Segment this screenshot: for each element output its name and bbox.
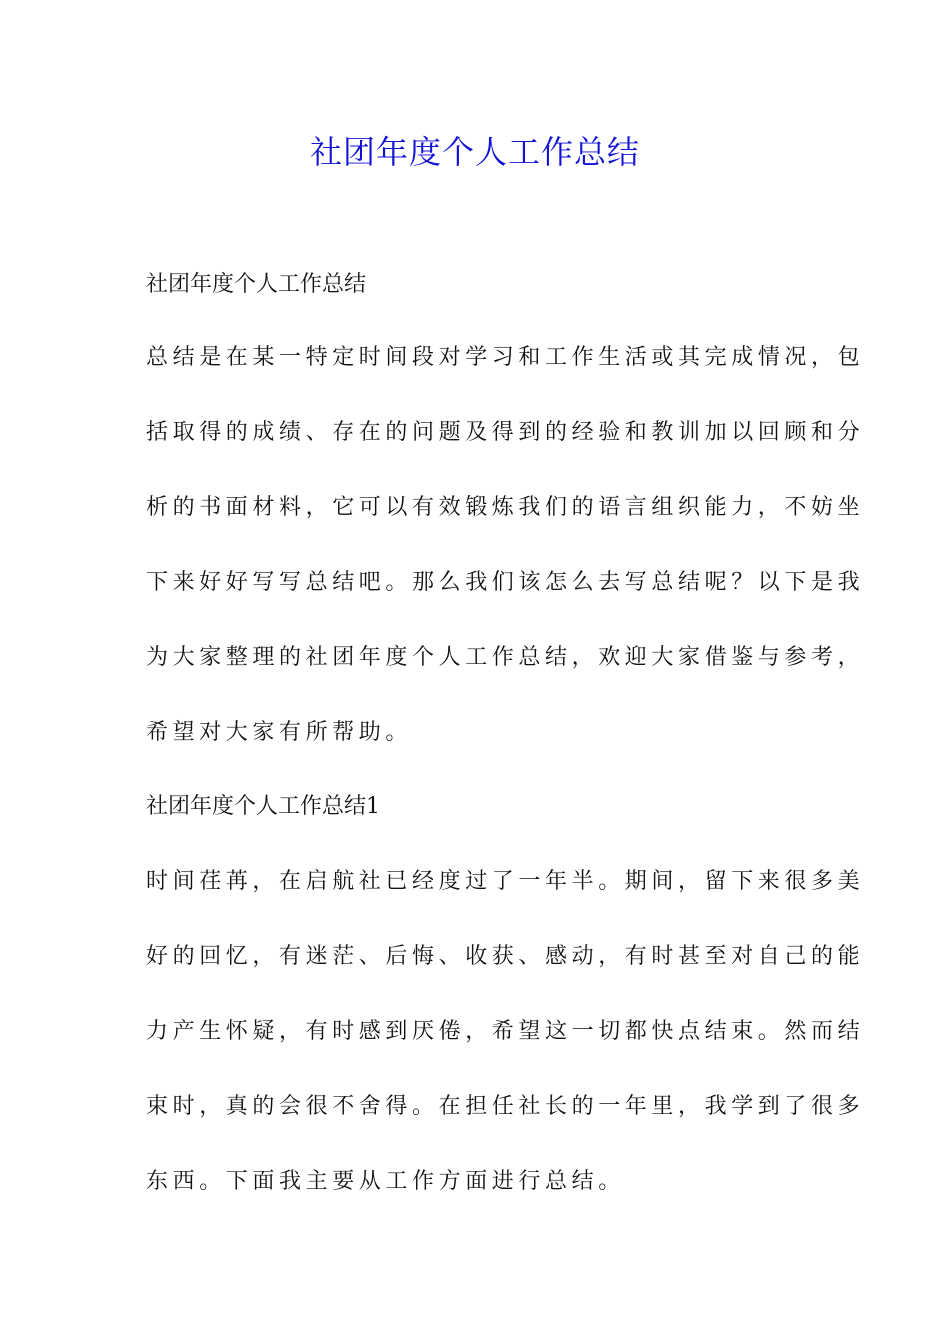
section-heading: 社团年度个人工作总结1	[146, 794, 380, 819]
body-line: 东西。下面我主要从工作方面进行总结。	[146, 1169, 625, 1194]
body-line: 希望对大家有所帮助。	[146, 720, 413, 745]
body-line: 下来好好写写总结吧。那么我们该怎么去写总结呢？以下是我	[146, 570, 865, 595]
body-line: 析的书面材料，它可以有效锻炼我们的语言组织能力，不妨坐	[146, 495, 865, 520]
body-line: 力产生怀疑，有时感到厌倦，希望这一切都快点结束。然而结	[146, 1019, 865, 1044]
subtitle-line: 社团年度个人工作总结	[146, 272, 367, 297]
body-line: 为大家整理的社团年度个人工作总结，欢迎大家借鉴与参考，	[146, 645, 865, 670]
body-line: 好的回忆，有迷茫、后悔、收获、感动，有时甚至对自己的能	[146, 944, 865, 969]
body-line: 括取得的成绩、存在的问题及得到的经验和教训加以回顾和分	[146, 420, 865, 445]
body-line: 束时，真的会很不舍得。在担任社长的一年里，我学到了很多	[146, 1094, 865, 1119]
body-line: 时间荏苒，在启航社已经度过了一年半。期间，留下来很多美	[146, 869, 865, 894]
document-title: 社团年度个人工作总结	[309, 133, 640, 171]
body-line: 总结是在某一特定时间段对学习和工作生活或其完成情况，包	[146, 345, 865, 370]
